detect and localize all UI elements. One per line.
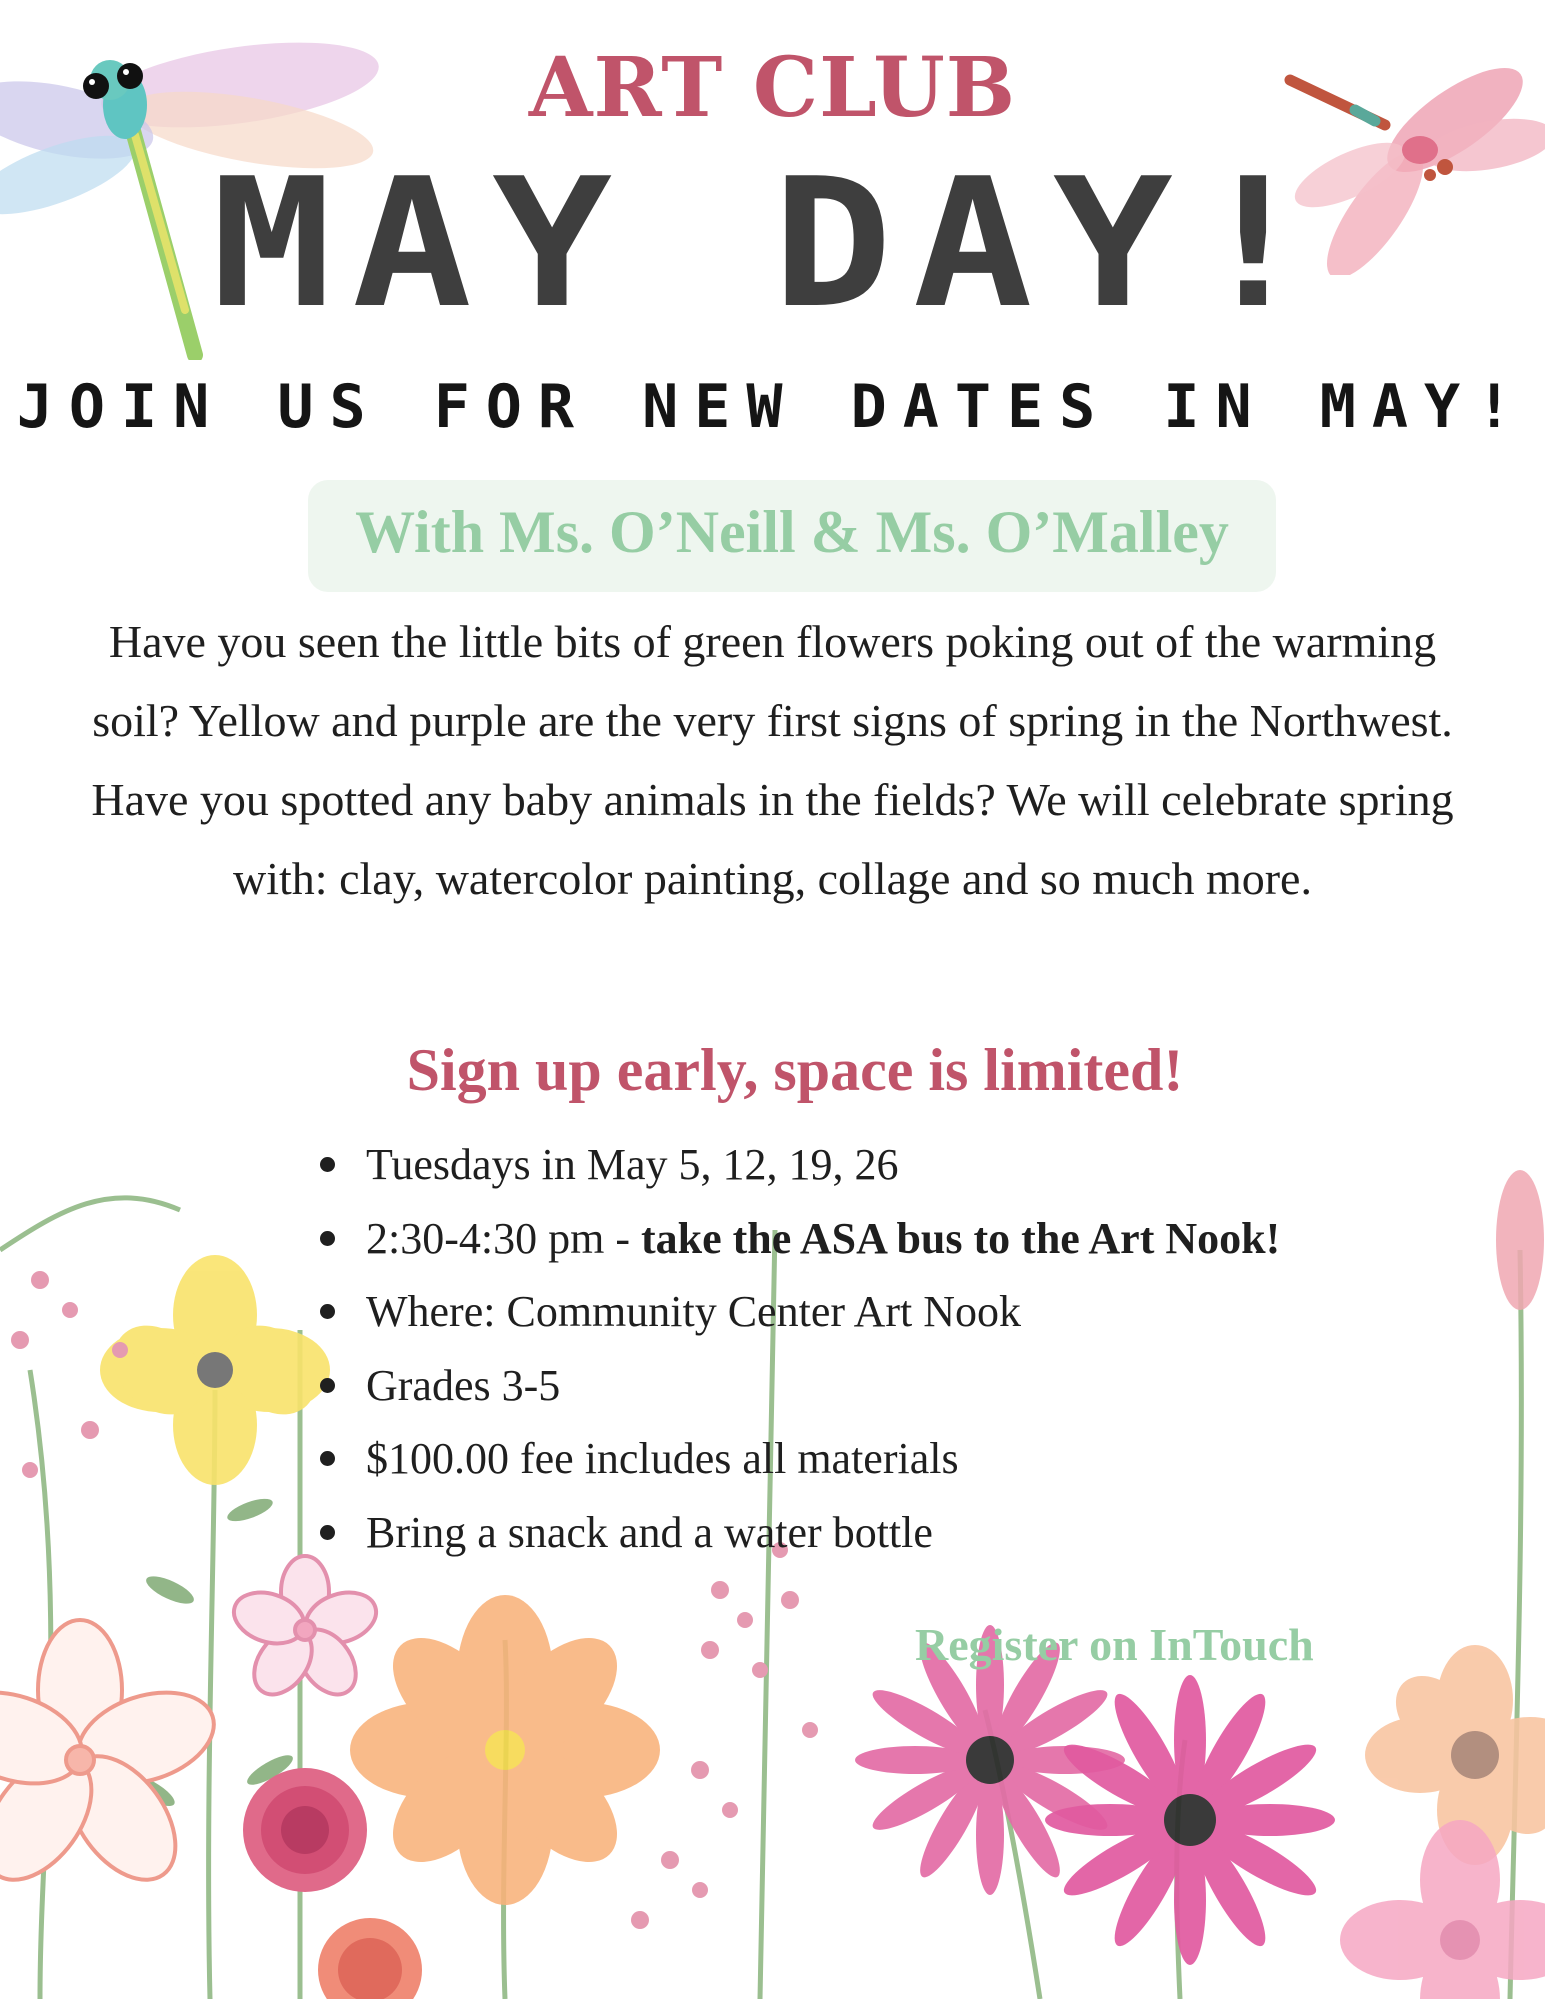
bullet-icon	[320, 1451, 335, 1466]
join-us-subtitle: JOIN US FOR NEW DATES IN MAY!	[16, 372, 1529, 442]
description-paragraph: Have you seen the little bits of green flowers poking out of the warming soil? Yellow and purple are the very first signs of spring in the Northwest. Have you spotted any baby animals in the fields? We will celebrate spring with: clay, watercolor painting, collage and so much more.	[91, 616, 1454, 904]
signup-callout: Sign up early, space is limited!	[406, 1037, 1184, 1103]
detail-item-dates: Tuesdays in May 5, 12, 19, 26	[320, 1128, 1460, 1202]
bullet-icon	[320, 1157, 335, 1172]
details-list	[320, 1128, 1460, 1569]
register-link[interactable]: Register on InTouch	[915, 1619, 1314, 1670]
bullet-icon	[320, 1231, 335, 1246]
detail-item-bring: Bring a snack and a water bottle	[320, 1496, 1460, 1570]
may-day-title: MAY DAY!	[211, 140, 1334, 347]
hosts-banner	[308, 480, 1276, 592]
hosts-text: With Ms. O’Neill & Ms. O’Malley	[355, 499, 1229, 565]
art-club-heading: ART CLUB	[528, 40, 1017, 136]
bullet-icon	[320, 1378, 335, 1393]
bullet-icon	[320, 1525, 335, 1540]
bullet-icon	[320, 1304, 335, 1319]
detail-item-location: Where: Community Center Art Nook	[320, 1275, 1460, 1349]
detail-item-grades: Grades 3-5	[320, 1349, 1460, 1423]
detail-item-fee: $100.00 fee includes all materials	[320, 1422, 1460, 1496]
detail-item-time: 2:30-4:30 pm - take the ASA bus to the Art Nook!	[320, 1202, 1460, 1276]
